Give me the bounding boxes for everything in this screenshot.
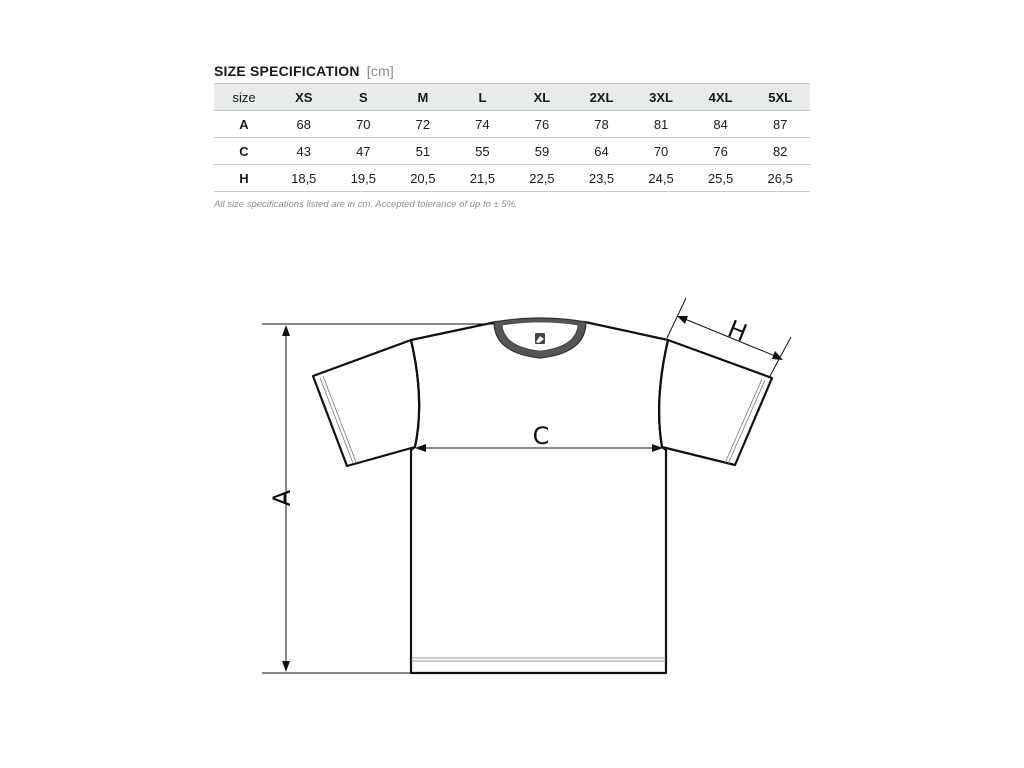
table-cell: 22,5 [512, 165, 572, 192]
arrow-down-icon [282, 661, 290, 672]
table-cell: 19,5 [334, 165, 394, 192]
size-header-label: size [214, 84, 274, 111]
size-col-header: XS [274, 84, 334, 111]
table-cell: 64 [572, 138, 632, 165]
bird-logo-icon [535, 333, 545, 344]
table-cell: 59 [512, 138, 572, 165]
table-cell: 78 [572, 111, 632, 138]
tshirt-body-outline [411, 322, 668, 673]
row-label: H [214, 165, 274, 192]
dimension-h-label: H [723, 314, 751, 348]
arrow-up-icon [282, 325, 290, 336]
table-cell: 55 [453, 138, 513, 165]
size-col-header: M [393, 84, 453, 111]
stitch-lines [320, 376, 765, 661]
table-cell: 81 [631, 111, 691, 138]
collar [494, 318, 586, 358]
table-cell: 87 [750, 111, 810, 138]
spec-title-text: SIZE SPECIFICATION [214, 63, 360, 79]
table-cell: 74 [453, 111, 513, 138]
row-label: A [214, 111, 274, 138]
size-col-header: 2XL [572, 84, 632, 111]
size-col-header: 5XL [750, 84, 810, 111]
size-col-header: 3XL [631, 84, 691, 111]
table-cell: 72 [393, 111, 453, 138]
table-cell: 18,5 [274, 165, 334, 192]
table-cell: 51 [393, 138, 453, 165]
size-col-header: XL [512, 84, 572, 111]
dimension-a [262, 324, 494, 673]
table-cell: 20,5 [393, 165, 453, 192]
arrow-up-left-icon [677, 316, 688, 324]
table-cell: 70 [631, 138, 691, 165]
row-label: C [214, 138, 274, 165]
tshirt-outline [313, 322, 772, 673]
tolerance-note: All size specifications listed are in cm. Accepted tolerance of up to ± 5%. [214, 199, 518, 210]
size-col-header: 4XL [691, 84, 751, 111]
table-cell: 23,5 [572, 165, 632, 192]
table-cell: 82 [750, 138, 810, 165]
dimension-a-label: A [268, 489, 296, 507]
table-cell: 43 [274, 138, 334, 165]
table-cell: 76 [691, 138, 751, 165]
left-sleeve [313, 340, 419, 466]
size-col-header: S [334, 84, 394, 111]
size-col-header: L [453, 84, 513, 111]
table-cell: 47 [334, 138, 394, 165]
table-cell: 68 [274, 111, 334, 138]
dimension-c-label: C [532, 422, 550, 450]
table-cell: 76 [512, 111, 572, 138]
table-cell: 25,5 [691, 165, 751, 192]
spec-unit: [cm] [366, 63, 395, 79]
arrow-left-icon [415, 444, 426, 452]
table-cell: 21,5 [453, 165, 513, 192]
table-cell: 84 [691, 111, 751, 138]
table-cell: 24,5 [631, 165, 691, 192]
table-cell: 26,5 [750, 165, 810, 192]
table-cell: 70 [334, 111, 394, 138]
